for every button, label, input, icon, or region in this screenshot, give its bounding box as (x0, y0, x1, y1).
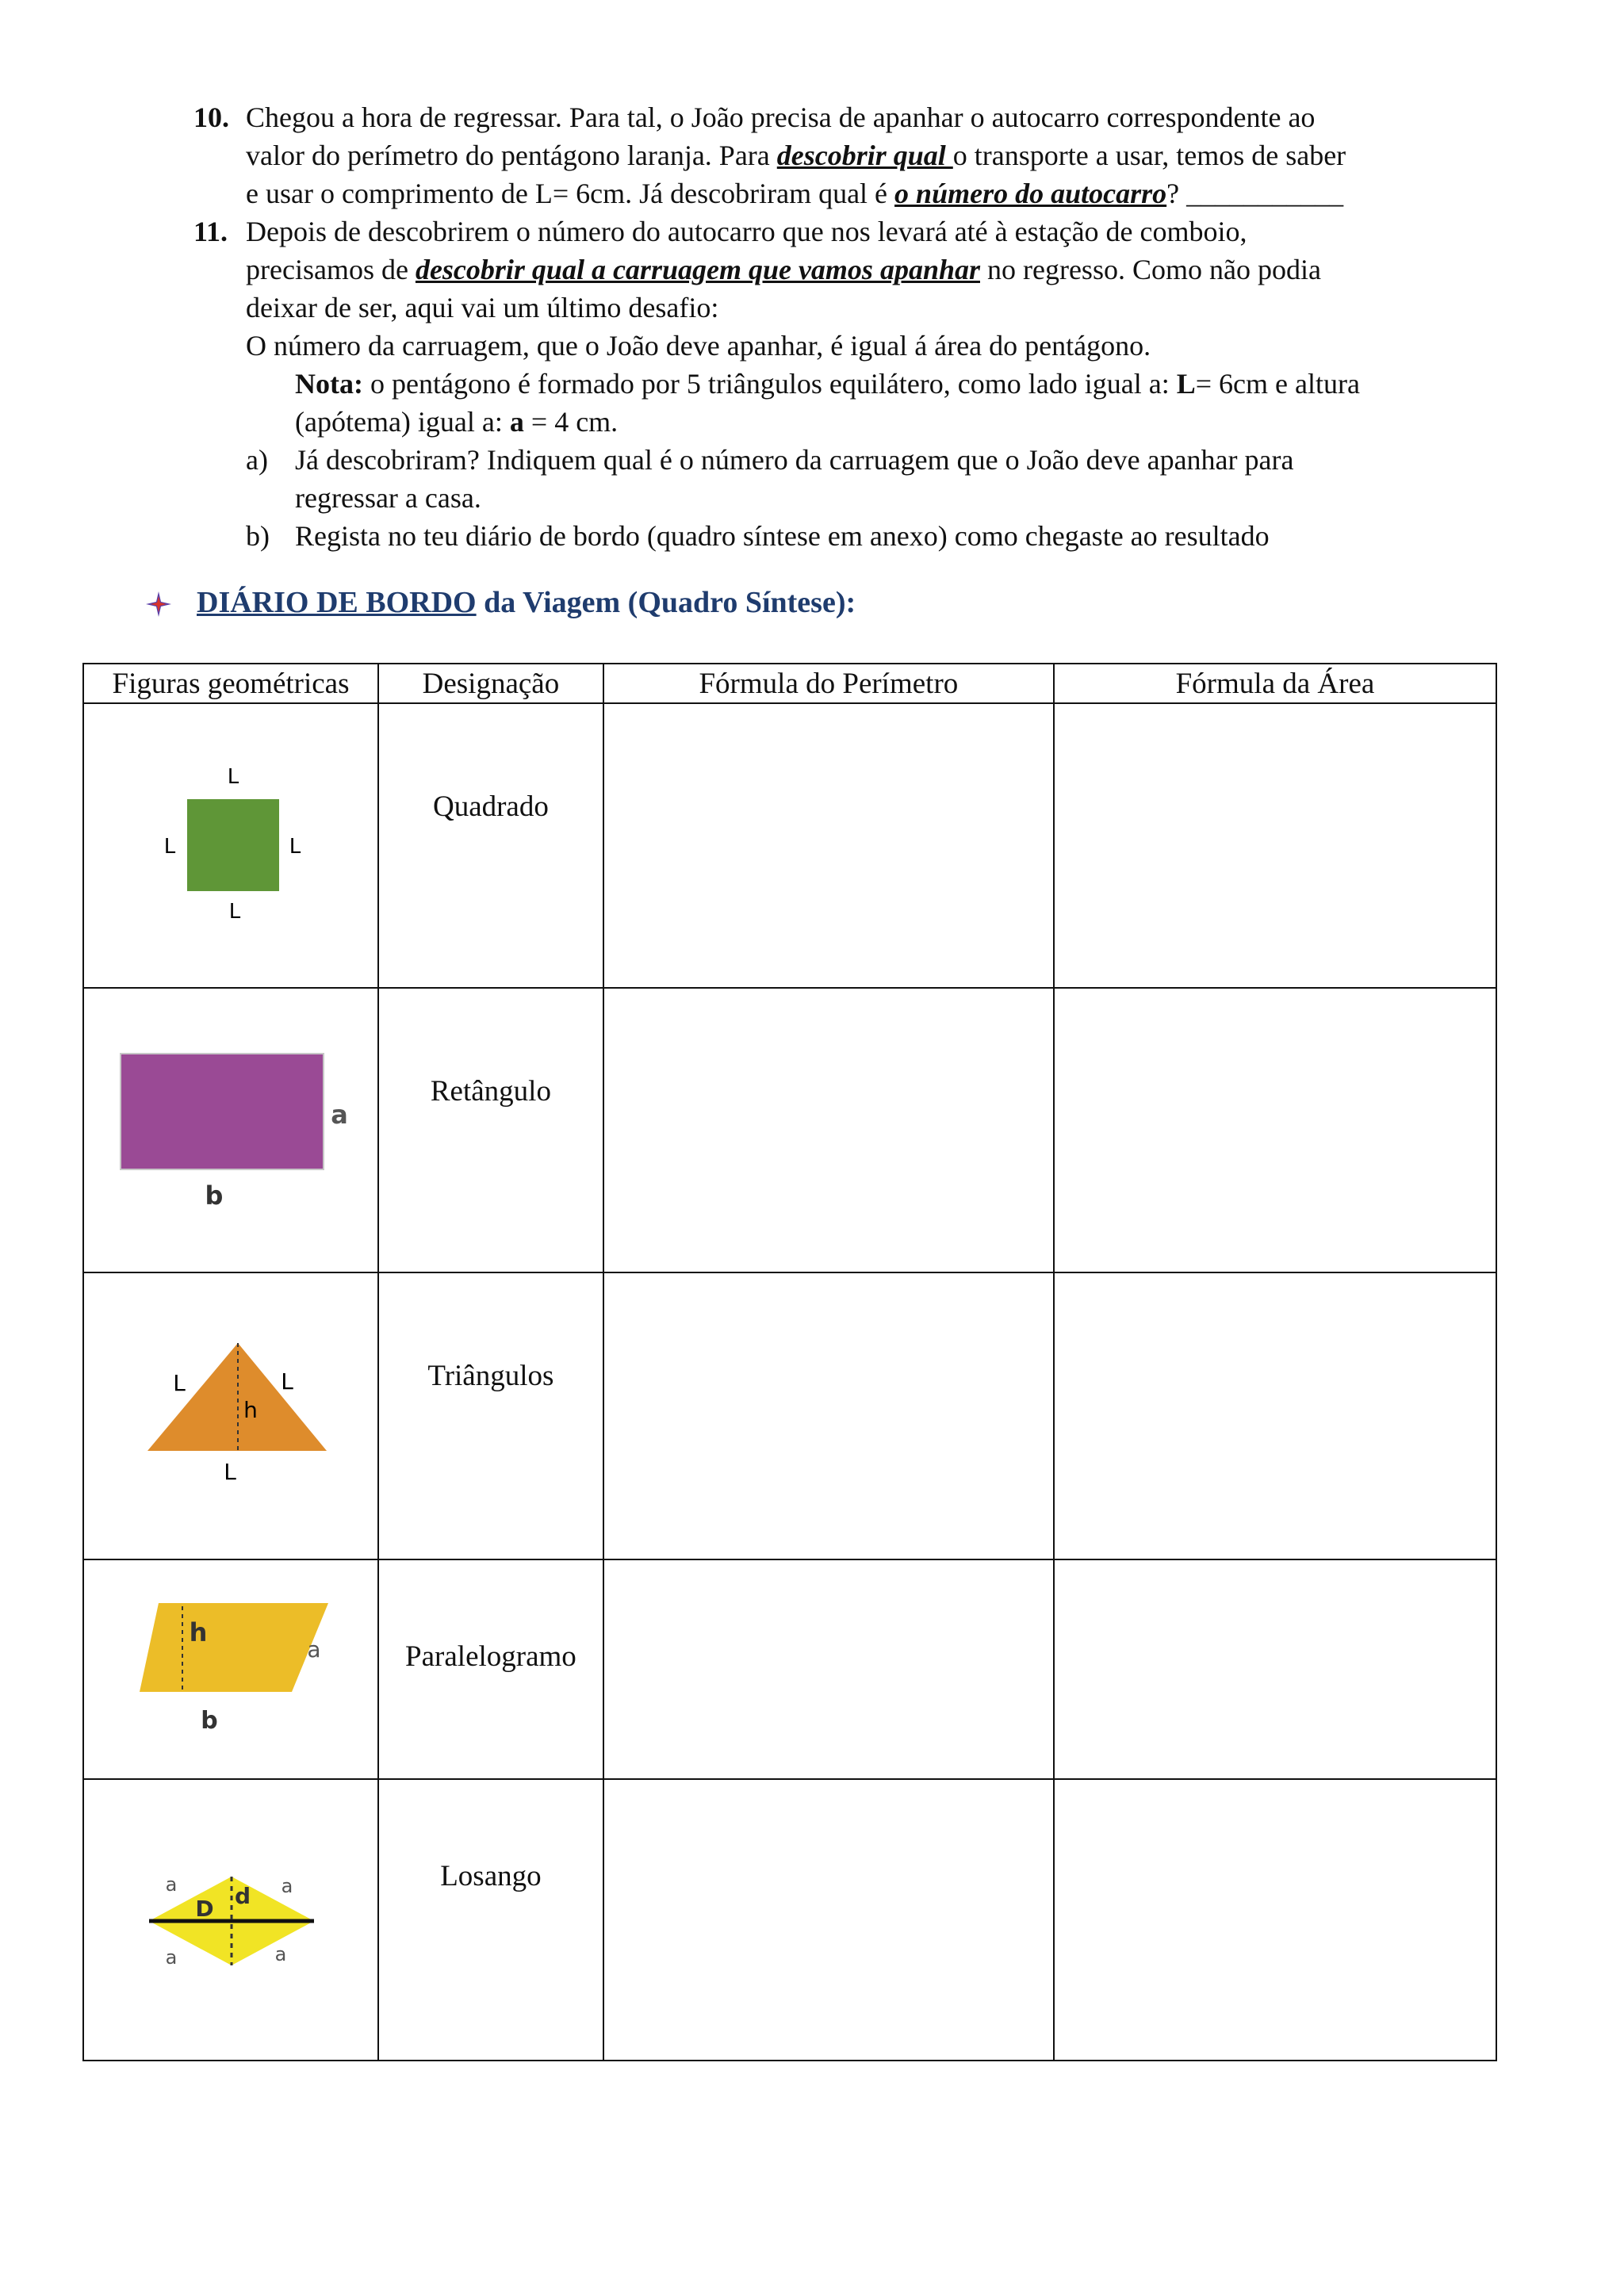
designation-cell (378, 1272, 603, 1559)
question-10-line-2: valor do perímetro do pentágono laranja. Para descobrir qual o transporte a usar, temos de saber (246, 140, 1346, 171)
table-row (83, 1272, 1496, 1559)
designation-paralelogramo: Paralelogramo (405, 1640, 576, 1673)
square-figure (84, 704, 377, 987)
header-formula-perimetro: Fórmula do Perímetro (603, 664, 1054, 703)
table-row (83, 703, 1496, 988)
rhombus-label-minor: d (234, 1883, 251, 1909)
designation-triangulos: Triângulos (427, 1360, 554, 1392)
designation-quadrado: Quadrado (432, 790, 549, 823)
parallelogram-shape (140, 1603, 328, 1692)
figure-cell (83, 1779, 378, 2061)
designation-losango: Losango (440, 1860, 542, 1892)
perimeter-formula-cell[interactable] (603, 1272, 1054, 1559)
item-a-line-1: Já descobriram? Indiquem qual é o número da carruagem que o João deve apanhar para (295, 444, 1294, 476)
table-row (83, 1559, 1496, 1779)
designation-retangulo: Retângulo (430, 1075, 551, 1108)
parallelogram-label-height: h (189, 1617, 208, 1647)
item-a-label: a) (246, 444, 268, 476)
area-formula-cell[interactable] (1054, 1272, 1496, 1559)
nota-line-2: (apótema) igual a: a = 4 cm. (295, 406, 619, 438)
header-figuras: Figuras geométricas (83, 664, 378, 703)
rhombus-figure (84, 1780, 377, 2060)
emphasis-numero-autocarro: o número do autocarro (894, 178, 1167, 209)
question-11-line-2: precisamos de descobrir qual a carruagem que vamos apanhar no regresso. Como não podia (246, 254, 1321, 285)
parallelogram-figure (84, 1560, 377, 1778)
question-10-number: 10. (193, 101, 229, 133)
designation-cell (378, 988, 603, 1272)
triangle-label-left: L (173, 1370, 186, 1396)
area-formula-cell[interactable] (1054, 703, 1496, 988)
square-shape (187, 799, 279, 891)
area-formula-cell[interactable] (1054, 1779, 1496, 2061)
perimeter-formula-cell[interactable] (603, 1779, 1054, 2061)
question-11-number: 11. (193, 216, 228, 247)
rhombus-label-br: a (274, 1943, 287, 1965)
rectangle-label-side: a (331, 1100, 348, 1130)
perimeter-formula-cell[interactable] (603, 988, 1054, 1272)
header-formula-area: Fórmula da Área (1054, 664, 1496, 703)
question-10-line-1: Chegou a hora de regressar. Para tal, o João precisa de apanhar o autocarro correspondente ao (246, 101, 1316, 133)
area-formula-cell[interactable] (1054, 1559, 1496, 1779)
question-11-line-4: O número da carruagem, que o João deve apanhar, é igual á área do pentágono. (246, 330, 1151, 362)
question-10-line-3: e usar o comprimento de L= 6cm. Já descobriram qual é o número do autocarro? ___________ (246, 178, 1344, 209)
table-row (83, 1779, 1496, 2061)
designation-cell (378, 703, 603, 988)
emphasis-descobrir-qual: descobrir qual (776, 140, 953, 171)
four-point-star-bullet-icon (144, 590, 173, 618)
rectangle-figure (84, 989, 377, 1272)
item-b-line-1: Regista no teu diário de bordo (quadro síntese em anexo) como chegaste ao resultado (295, 520, 1270, 552)
triangle-figure (84, 1273, 377, 1559)
header-designacao: Designação (378, 664, 603, 703)
square-label-right: L (289, 835, 301, 859)
parallelogram-label-side: a (307, 1636, 321, 1663)
item-a-line-2: regressar a casa. (295, 482, 481, 514)
rhombus-label-tl: a (165, 1873, 178, 1896)
triangle-label-right: L (281, 1368, 293, 1395)
question-11-line-3: deixar de ser, aqui vai um último desafio: (246, 292, 719, 323)
square-label-left: L (163, 835, 176, 859)
area-formula-cell[interactable] (1054, 988, 1496, 1272)
rectangle-shape (121, 1054, 324, 1169)
emphasis-descobrir-carruagem: descobrir qual a carruagem que vamos apanhar (415, 254, 980, 285)
diario-de-bordo-heading: DIÁRIO DE BORDO da Viagem (Quadro Síntese): (197, 586, 856, 619)
perimeter-formula-cell[interactable] (603, 703, 1054, 988)
designation-cell (378, 1779, 603, 2061)
nota-line-1: Nota: o pentágono é formado por 5 triângulos equilátero, como lado igual a: L= 6cm e altura (295, 368, 1360, 400)
table-row (83, 988, 1496, 1272)
parallelogram-label-base: b (201, 1707, 218, 1735)
item-b-label: b) (246, 520, 270, 552)
square-label-bottom: L (228, 900, 241, 924)
nota-label: Nota: (295, 368, 363, 400)
rhombus-label-tr: a (281, 1875, 293, 1897)
figure-cell (83, 1559, 378, 1779)
quadro-sintese-table (82, 663, 1497, 2061)
triangle-label-height: h (243, 1397, 258, 1423)
question-11-line-1: Depois de descobrirem o número do autocarro que nos levará até à estação de comboio, (246, 216, 1247, 247)
rhombus-label-major: D (195, 1896, 214, 1922)
figure-cell (83, 988, 378, 1272)
designation-cell (378, 1559, 603, 1779)
perimeter-formula-cell[interactable] (603, 1559, 1054, 1779)
figure-cell (83, 1272, 378, 1559)
triangle-label-base: L (224, 1459, 236, 1485)
table-header-row (83, 664, 1496, 703)
figure-cell (83, 703, 378, 988)
rectangle-label-base: b (205, 1181, 224, 1211)
square-label-top: L (227, 765, 239, 789)
rhombus-label-bl: a (165, 1946, 178, 1969)
